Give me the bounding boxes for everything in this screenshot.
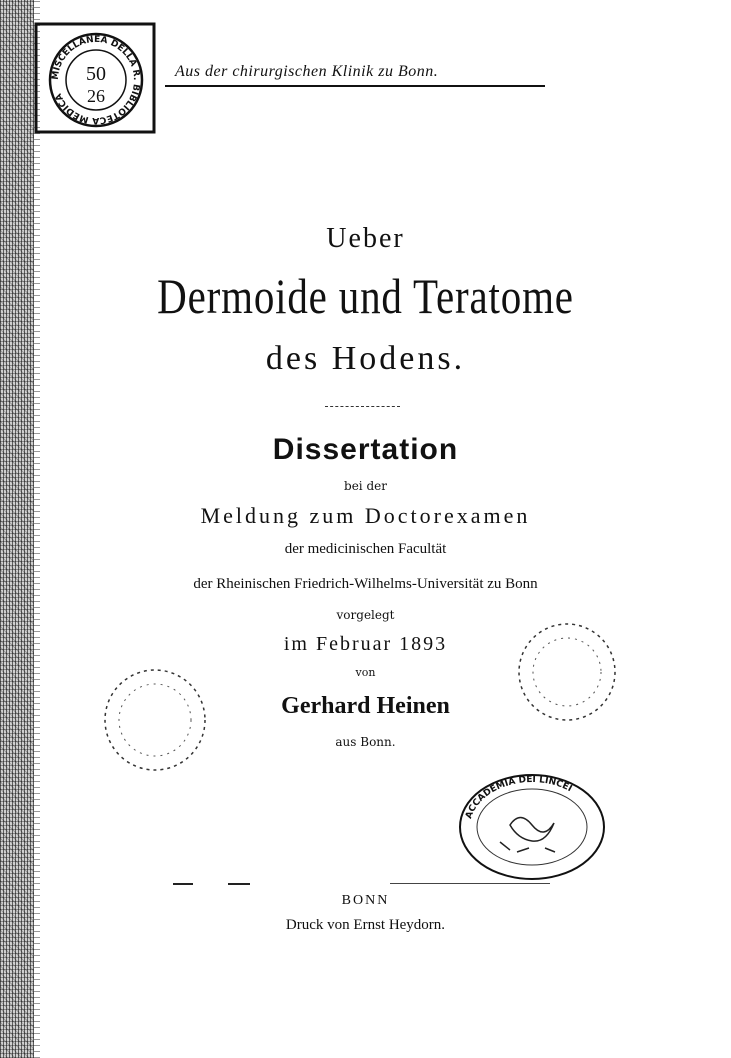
clinic-header: Aus der chirurgischen Klinik zu Bonn. [175,63,439,80]
academy-stamp-text: ACCADEMIA DEI LINCEI [464,774,574,821]
meldung-line: Meldung zum Doctorexamen [200,503,531,528]
imprint-city: BONN [341,893,390,908]
header-rule [165,85,545,87]
faculty-line-1: der medicinischen Facultät [284,541,447,557]
imprint-rule-1 [173,883,193,885]
imprint-printer: Druck von Ernst Heydorn. [285,917,446,933]
academy-stamp [455,770,610,885]
dissertation-heading: Dissertation [272,433,459,466]
bei-der-text: bei der [344,479,387,493]
title-line-1: Ueber [326,223,405,254]
vorgelegt-text: vorgelegt [336,608,395,622]
title-separator [325,406,400,407]
author-origin: aus Bonn. [335,735,396,749]
title-line-3: des Hodens. [265,340,466,377]
title-main: Dermoide und Teratome [157,268,574,324]
imprint-rule-2 [228,883,250,885]
faculty-line-2: der Rheinischen Friedrich-Wilhelms-Universität zu Bonn [193,576,538,592]
library-stamp-top-left [32,20,160,138]
stamp-number-2: 26 [87,86,105,106]
imprint-rule-3 [390,883,550,884]
author-name: Gerhard Heinen [281,693,450,719]
stamp-number-1: 50 [86,63,106,85]
von-text: von [355,666,376,679]
stamp-ring-text: MISCELLANEA DELLA R. BIBLIOTECA MEDICA [50,34,142,126]
faded-stamp-left [95,660,215,780]
faded-stamp-right [510,615,625,730]
submission-date: im Februar 1893 [283,633,448,655]
